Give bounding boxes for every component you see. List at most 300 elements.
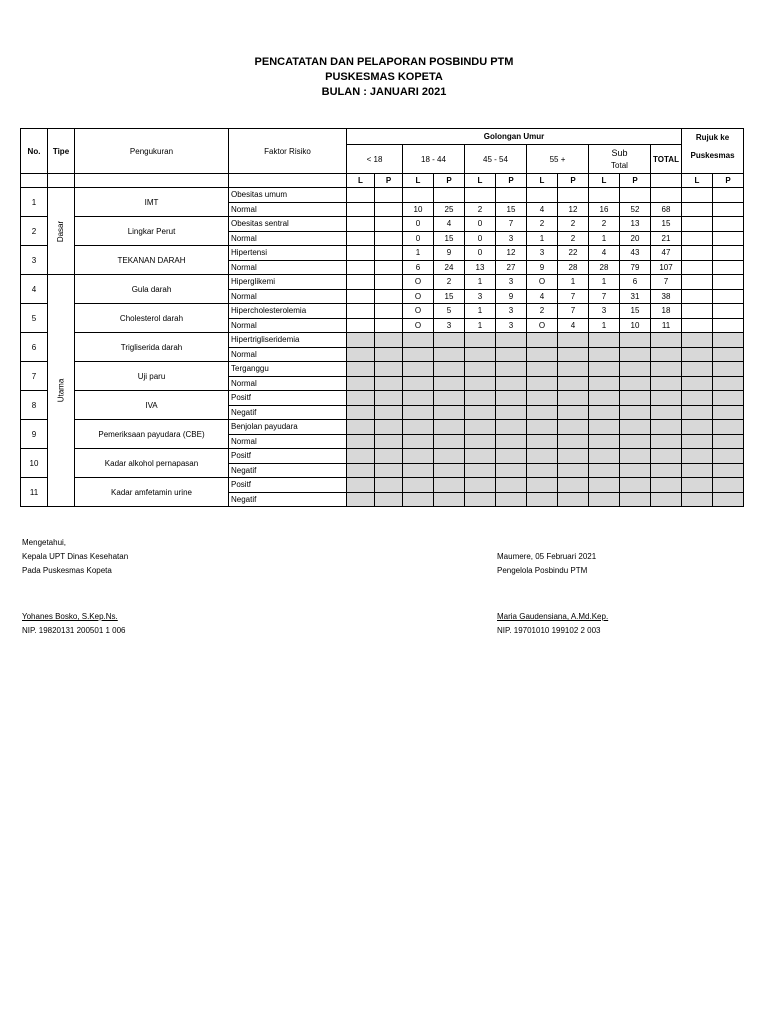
report-table bbox=[20, 128, 744, 507]
value-cell bbox=[434, 449, 465, 464]
value-cell bbox=[682, 463, 713, 478]
value-cell bbox=[465, 449, 496, 464]
row-number: 3 bbox=[21, 246, 48, 275]
row-number: 4 bbox=[21, 275, 48, 304]
value-cell: 1 bbox=[589, 318, 620, 333]
value-cell bbox=[713, 463, 744, 478]
value-cell bbox=[496, 333, 527, 348]
value-cell bbox=[713, 217, 744, 232]
risk-factor: Obesitas umum bbox=[229, 188, 347, 203]
value-cell bbox=[713, 289, 744, 304]
value-cell: 2 bbox=[589, 217, 620, 232]
value-cell: 3 bbox=[589, 304, 620, 319]
row-number: 5 bbox=[21, 304, 48, 333]
value-cell: O bbox=[403, 275, 434, 290]
value-cell bbox=[347, 376, 375, 391]
value-cell bbox=[713, 188, 744, 203]
value-cell bbox=[527, 333, 558, 348]
value-cell bbox=[682, 231, 713, 246]
risk-factor: Positf bbox=[229, 478, 347, 493]
value-cell bbox=[620, 362, 651, 377]
left-signatory-nip: NIP. 19820131 200501 1 006 bbox=[22, 626, 126, 635]
value-cell bbox=[434, 492, 465, 507]
value-cell: 6 bbox=[620, 275, 651, 290]
header-p: P bbox=[375, 174, 403, 188]
value-cell bbox=[434, 391, 465, 406]
blank-cell bbox=[229, 174, 347, 188]
value-cell bbox=[496, 492, 527, 507]
value-cell bbox=[527, 391, 558, 406]
value-cell bbox=[347, 217, 375, 232]
value-cell bbox=[682, 260, 713, 275]
value-cell bbox=[589, 188, 620, 203]
table-row bbox=[21, 246, 744, 261]
value-cell bbox=[713, 420, 744, 435]
value-cell: 15 bbox=[620, 304, 651, 319]
measurement-name: Uji paru bbox=[75, 362, 229, 391]
value-cell: 22 bbox=[558, 246, 589, 261]
value-cell bbox=[347, 347, 375, 362]
value-cell bbox=[375, 275, 403, 290]
value-cell bbox=[713, 202, 744, 217]
value-cell bbox=[651, 463, 682, 478]
value-cell bbox=[465, 333, 496, 348]
value-cell: O bbox=[403, 318, 434, 333]
value-cell bbox=[651, 449, 682, 464]
value-cell: 13 bbox=[620, 217, 651, 232]
value-cell: 27 bbox=[496, 260, 527, 275]
report-title-line2: PUSKESMAS KOPETA bbox=[325, 71, 443, 83]
value-cell bbox=[527, 188, 558, 203]
header-l: L bbox=[589, 174, 620, 188]
value-cell bbox=[403, 449, 434, 464]
value-cell bbox=[682, 318, 713, 333]
header-l: L bbox=[347, 174, 375, 188]
value-cell bbox=[682, 304, 713, 319]
risk-factor: Hipercholesterolemia bbox=[229, 304, 347, 319]
value-cell bbox=[589, 463, 620, 478]
value-cell bbox=[682, 188, 713, 203]
value-cell bbox=[347, 231, 375, 246]
value-cell bbox=[651, 188, 682, 203]
value-cell bbox=[375, 347, 403, 362]
value-cell bbox=[558, 492, 589, 507]
value-cell bbox=[434, 420, 465, 435]
value-cell: 3 bbox=[496, 304, 527, 319]
value-cell bbox=[713, 318, 744, 333]
header-age-group: 18 - 44 bbox=[403, 145, 465, 174]
value-cell bbox=[403, 188, 434, 203]
value-cell bbox=[527, 434, 558, 449]
value-cell bbox=[375, 420, 403, 435]
value-cell bbox=[713, 449, 744, 464]
value-cell bbox=[651, 391, 682, 406]
sub-label: Sub bbox=[611, 148, 628, 158]
value-cell bbox=[713, 478, 744, 493]
value-cell bbox=[496, 188, 527, 203]
value-cell bbox=[347, 362, 375, 377]
value-cell: 1 bbox=[403, 246, 434, 261]
right-signatory-name: Maria Gaudensiana, A.Md.Kep. bbox=[497, 612, 609, 621]
table-row bbox=[21, 391, 744, 406]
value-cell bbox=[682, 202, 713, 217]
value-cell bbox=[713, 304, 744, 319]
mengetahui-label: Mengetahui, bbox=[22, 538, 67, 547]
value-cell bbox=[347, 260, 375, 275]
value-cell bbox=[620, 333, 651, 348]
value-cell bbox=[375, 478, 403, 493]
value-cell bbox=[713, 434, 744, 449]
value-cell bbox=[682, 449, 713, 464]
value-cell: 4 bbox=[527, 289, 558, 304]
risk-factor: Normal bbox=[229, 434, 347, 449]
value-cell: 15 bbox=[434, 289, 465, 304]
value-cell bbox=[651, 362, 682, 377]
value-cell bbox=[465, 434, 496, 449]
value-cell bbox=[682, 492, 713, 507]
value-cell bbox=[375, 202, 403, 217]
value-cell bbox=[589, 449, 620, 464]
risk-factor: Negatif bbox=[229, 405, 347, 420]
value-cell: O bbox=[527, 318, 558, 333]
value-cell: 18 bbox=[651, 304, 682, 319]
risk-factor: Hipertrigliseridemia bbox=[229, 333, 347, 348]
value-cell bbox=[682, 405, 713, 420]
value-cell bbox=[589, 478, 620, 493]
value-cell bbox=[375, 318, 403, 333]
value-cell bbox=[347, 434, 375, 449]
header-p: P bbox=[496, 174, 527, 188]
value-cell bbox=[713, 492, 744, 507]
header-faktor-risiko: Faktor Risiko bbox=[229, 129, 347, 174]
value-cell bbox=[434, 463, 465, 478]
value-cell bbox=[558, 347, 589, 362]
value-cell: O bbox=[403, 289, 434, 304]
value-cell bbox=[347, 391, 375, 406]
value-cell bbox=[527, 449, 558, 464]
value-cell bbox=[434, 478, 465, 493]
right-signatory-nip: NIP. 19701010 199102 2 003 bbox=[497, 626, 601, 635]
value-cell: 10 bbox=[620, 318, 651, 333]
row-number: 10 bbox=[21, 449, 48, 478]
header-no: No. bbox=[21, 129, 48, 174]
value-cell: 9 bbox=[434, 246, 465, 261]
value-cell bbox=[403, 434, 434, 449]
value-cell bbox=[375, 449, 403, 464]
value-cell bbox=[589, 362, 620, 377]
risk-factor: Normal bbox=[229, 289, 347, 304]
header-age-group: < 18 bbox=[347, 145, 403, 174]
value-cell bbox=[651, 376, 682, 391]
value-cell bbox=[375, 304, 403, 319]
value-cell bbox=[558, 391, 589, 406]
value-cell bbox=[375, 376, 403, 391]
table-row bbox=[21, 217, 744, 232]
value-cell bbox=[682, 478, 713, 493]
value-cell bbox=[434, 434, 465, 449]
value-cell bbox=[434, 333, 465, 348]
value-cell bbox=[403, 478, 434, 493]
value-cell bbox=[527, 420, 558, 435]
value-cell: 3 bbox=[496, 318, 527, 333]
value-cell bbox=[347, 246, 375, 261]
value-cell bbox=[589, 420, 620, 435]
value-cell bbox=[713, 246, 744, 261]
value-cell bbox=[651, 478, 682, 493]
header-age-group: 55 + bbox=[527, 145, 589, 174]
left-signatory-name: Yohanes Bosko, S.Kep.Ns. bbox=[22, 612, 118, 621]
value-cell: 38 bbox=[651, 289, 682, 304]
value-cell: 1 bbox=[465, 304, 496, 319]
value-cell bbox=[713, 347, 744, 362]
measurement-name: Kadar amfetamin urine bbox=[75, 478, 229, 507]
value-cell bbox=[434, 188, 465, 203]
value-cell bbox=[465, 420, 496, 435]
value-cell: 31 bbox=[620, 289, 651, 304]
blank-cell bbox=[651, 174, 682, 188]
value-cell: 15 bbox=[651, 217, 682, 232]
value-cell: 3 bbox=[496, 275, 527, 290]
type-dasar bbox=[48, 188, 75, 275]
value-cell bbox=[682, 376, 713, 391]
value-cell bbox=[403, 376, 434, 391]
value-cell bbox=[527, 362, 558, 377]
risk-factor: Normal bbox=[229, 231, 347, 246]
right-date: Maumere, 05 Februari 2021 bbox=[497, 552, 597, 561]
blank-cell bbox=[75, 174, 229, 188]
header-total: TOTAL bbox=[651, 145, 682, 174]
value-cell: 12 bbox=[496, 246, 527, 261]
value-cell bbox=[375, 289, 403, 304]
value-cell: 28 bbox=[558, 260, 589, 275]
value-cell bbox=[558, 449, 589, 464]
risk-factor: Hipertensi bbox=[229, 246, 347, 261]
value-cell bbox=[403, 405, 434, 420]
header-l: L bbox=[465, 174, 496, 188]
value-cell bbox=[620, 434, 651, 449]
value-cell bbox=[713, 376, 744, 391]
value-cell bbox=[713, 275, 744, 290]
value-cell bbox=[620, 391, 651, 406]
risk-factor: Benjolan payudara bbox=[229, 420, 347, 435]
value-cell bbox=[347, 289, 375, 304]
value-cell bbox=[347, 478, 375, 493]
value-cell: 7 bbox=[558, 289, 589, 304]
value-cell bbox=[682, 333, 713, 348]
risk-factor: Negatif bbox=[229, 463, 347, 478]
value-cell: 3 bbox=[465, 289, 496, 304]
value-cell: 12 bbox=[558, 202, 589, 217]
value-cell bbox=[682, 289, 713, 304]
value-cell bbox=[347, 463, 375, 478]
risk-factor: Positf bbox=[229, 449, 347, 464]
value-cell bbox=[651, 420, 682, 435]
risk-factor: Normal bbox=[229, 260, 347, 275]
value-cell: 9 bbox=[496, 289, 527, 304]
value-cell: 1 bbox=[558, 275, 589, 290]
value-cell bbox=[589, 434, 620, 449]
value-cell bbox=[375, 362, 403, 377]
risk-factor: Normal bbox=[229, 202, 347, 217]
report-title-line1: PENCATATAN DAN PELAPORAN POSBINDU PTM bbox=[254, 56, 514, 68]
value-cell: 79 bbox=[620, 260, 651, 275]
value-cell bbox=[347, 492, 375, 507]
value-cell bbox=[527, 347, 558, 362]
value-cell bbox=[620, 478, 651, 493]
value-cell bbox=[465, 405, 496, 420]
value-cell bbox=[496, 362, 527, 377]
value-cell bbox=[682, 275, 713, 290]
value-cell: 4 bbox=[589, 246, 620, 261]
value-cell: 13 bbox=[465, 260, 496, 275]
value-cell: O bbox=[527, 275, 558, 290]
value-cell bbox=[375, 333, 403, 348]
value-cell bbox=[496, 405, 527, 420]
value-cell bbox=[375, 231, 403, 246]
value-cell: 0 bbox=[403, 231, 434, 246]
value-cell: 0 bbox=[465, 246, 496, 261]
risk-factor: Normal bbox=[229, 318, 347, 333]
header-p: P bbox=[434, 174, 465, 188]
value-cell bbox=[403, 391, 434, 406]
value-cell bbox=[620, 347, 651, 362]
value-cell bbox=[713, 405, 744, 420]
value-cell bbox=[496, 434, 527, 449]
value-cell bbox=[527, 376, 558, 391]
value-cell bbox=[375, 405, 403, 420]
value-cell bbox=[620, 376, 651, 391]
value-cell bbox=[558, 420, 589, 435]
table-row bbox=[21, 188, 744, 203]
header-l: L bbox=[403, 174, 434, 188]
value-cell bbox=[558, 376, 589, 391]
value-cell bbox=[347, 188, 375, 203]
measurement-name: Kadar alkohol pernapasan bbox=[75, 449, 229, 478]
risk-factor: Terganggu bbox=[229, 362, 347, 377]
risk-factor: Negatif bbox=[229, 492, 347, 507]
value-cell bbox=[682, 434, 713, 449]
value-cell: 0 bbox=[465, 231, 496, 246]
value-cell bbox=[347, 420, 375, 435]
value-cell bbox=[375, 260, 403, 275]
value-cell bbox=[347, 275, 375, 290]
value-cell: 1 bbox=[589, 231, 620, 246]
value-cell: O bbox=[403, 304, 434, 319]
value-cell bbox=[496, 449, 527, 464]
value-cell: 21 bbox=[651, 231, 682, 246]
value-cell bbox=[375, 217, 403, 232]
risk-factor: Normal bbox=[229, 347, 347, 362]
value-cell bbox=[434, 347, 465, 362]
value-cell bbox=[347, 333, 375, 348]
left-title-2: Pada Puskesmas Kopeta bbox=[22, 566, 112, 575]
table-row bbox=[21, 304, 744, 319]
value-cell bbox=[682, 420, 713, 435]
value-cell bbox=[682, 391, 713, 406]
value-cell bbox=[620, 463, 651, 478]
value-cell bbox=[620, 492, 651, 507]
value-cell bbox=[589, 333, 620, 348]
risk-factor: Positf bbox=[229, 391, 347, 406]
value-cell bbox=[347, 405, 375, 420]
value-cell bbox=[713, 231, 744, 246]
value-cell bbox=[496, 463, 527, 478]
value-cell bbox=[347, 202, 375, 217]
value-cell: 4 bbox=[558, 318, 589, 333]
measurement-name: Gula darah bbox=[75, 275, 229, 304]
value-cell bbox=[465, 478, 496, 493]
value-cell: 11 bbox=[651, 318, 682, 333]
value-cell bbox=[465, 492, 496, 507]
value-cell: 0 bbox=[465, 217, 496, 232]
value-cell: 7 bbox=[558, 304, 589, 319]
value-cell bbox=[713, 260, 744, 275]
value-cell bbox=[589, 391, 620, 406]
value-cell: 6 bbox=[403, 260, 434, 275]
measurement-name: IVA bbox=[75, 391, 229, 420]
row-number: 9 bbox=[21, 420, 48, 449]
value-cell: 28 bbox=[589, 260, 620, 275]
value-cell bbox=[620, 449, 651, 464]
value-cell bbox=[589, 492, 620, 507]
value-cell: 2 bbox=[558, 217, 589, 232]
value-cell: 7 bbox=[589, 289, 620, 304]
value-cell bbox=[527, 463, 558, 478]
value-cell bbox=[347, 304, 375, 319]
value-cell bbox=[375, 434, 403, 449]
value-cell: 10 bbox=[403, 202, 434, 217]
table-row bbox=[21, 478, 744, 493]
value-cell bbox=[496, 420, 527, 435]
value-cell: 43 bbox=[620, 246, 651, 261]
value-cell bbox=[434, 405, 465, 420]
row-number: 6 bbox=[21, 333, 48, 362]
value-cell bbox=[375, 463, 403, 478]
type-label: Utama bbox=[56, 378, 66, 403]
value-cell bbox=[589, 405, 620, 420]
table-row bbox=[21, 449, 744, 464]
risk-factor: Hiperglikemi bbox=[229, 275, 347, 290]
row-number: 8 bbox=[21, 391, 48, 420]
header-tipe: Tipe bbox=[48, 129, 75, 174]
risk-factor: Obesitas sentral bbox=[229, 217, 347, 232]
value-cell bbox=[620, 405, 651, 420]
value-cell: 9 bbox=[527, 260, 558, 275]
value-cell bbox=[496, 391, 527, 406]
value-cell bbox=[375, 188, 403, 203]
value-cell bbox=[558, 434, 589, 449]
value-cell bbox=[682, 347, 713, 362]
right-title: Pengelola Posbindu PTM bbox=[497, 566, 588, 575]
table-row bbox=[21, 362, 744, 377]
value-cell: 2 bbox=[465, 202, 496, 217]
value-cell bbox=[651, 405, 682, 420]
row-number: 7 bbox=[21, 362, 48, 391]
value-cell bbox=[589, 376, 620, 391]
value-cell bbox=[375, 246, 403, 261]
value-cell: 24 bbox=[434, 260, 465, 275]
value-cell bbox=[375, 492, 403, 507]
risk-factor: Normal bbox=[229, 376, 347, 391]
value-cell bbox=[465, 362, 496, 377]
header-sub-total bbox=[589, 145, 651, 174]
value-cell: 107 bbox=[651, 260, 682, 275]
value-cell bbox=[558, 478, 589, 493]
measurement-name: Pemeriksaan payudara (CBE) bbox=[75, 420, 229, 449]
row-number: 11 bbox=[21, 478, 48, 507]
value-cell bbox=[651, 434, 682, 449]
value-cell: 1 bbox=[589, 275, 620, 290]
